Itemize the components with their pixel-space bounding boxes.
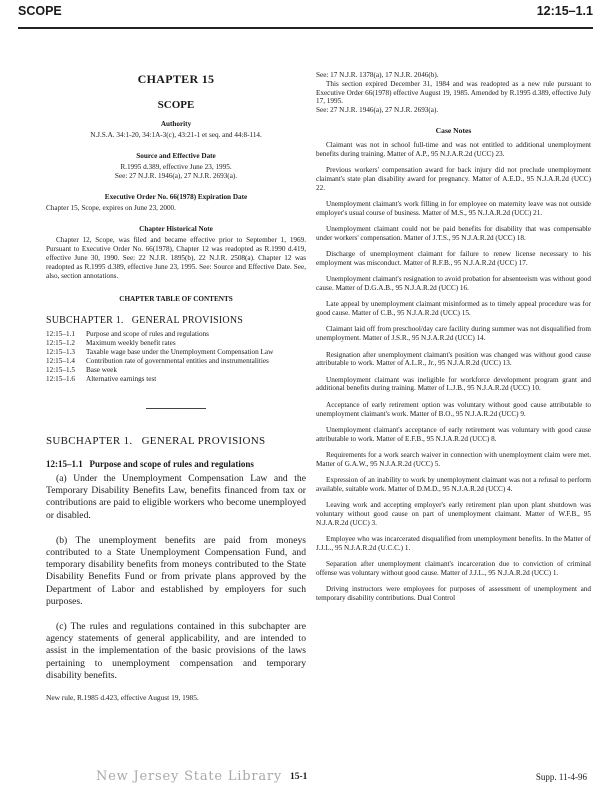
case-note: Unemployment claimant's work filling in for employee on maternity leave was not outside employer's usual course of business. Matter of M.S., 95 N.J.A.R.2d (UCC) 21. — [316, 199, 591, 217]
paragraph-a: (a) Under the Unemployment Compensation Law and the Temporary Disability Benefits Law, benefits financed from tax or contributions are paid to eligible workers who become unemployed or disabled. — [46, 473, 306, 521]
toc-item-number: 12:15–1.3 — [46, 348, 75, 356]
toc-subchapter: SUBCHAPTER 1. GENERAL PROVISIONS — [46, 315, 244, 326]
case-note: Unemployment claimant's resignation to avoid probation for absenteeism was without good cause. Matter of D.G.A.B., 95 N.J.A.R.2d (UCC) 16. — [316, 275, 591, 293]
source-line-2: See: 27 N.J.R. 1946(a), 27 N.J.R. 2693(a). — [114, 172, 238, 180]
toc-heading: CHAPTER TABLE OF CONTENTS — [119, 295, 233, 303]
see-reference-2: See: 27 N.J.R. 1946(a), 27 N.J.R. 2693(a). — [316, 106, 439, 115]
toc-item[interactable] — [46, 348, 306, 357]
header-rule — [18, 27, 593, 29]
case-note: Discharge of unemployment claimant for failure to renew license necessary to his employment was misconduct. Matter of R.F.B., 95 N.J.A.R.2d (UCC) 17. — [316, 250, 591, 267]
case-note: Leaving work and accepting employer's early retirement plan upon plant shutdown was voluntary without good cause on part of unemployment claimant. Matter of W.F.B., 95 N.J.A.R.2d (UCC) 3. — [316, 501, 591, 527]
toc-item[interactable] — [46, 375, 306, 384]
authority-text: N.J.S.A. 34:1-20, 34:1A-3(c), 43:21-1 et seq. and 44:8-114. — [90, 131, 262, 139]
case-note: Unemployment claimant was ineligible for workforce development program grant and additional benefits during training. Matter of L.J.B., 95 N.J.A.R.2d (UCC) 10. — [316, 375, 591, 393]
toc-item-title: Alternative earnings test — [86, 375, 157, 383]
case-note: Driving instructors were employees for purposes of assessment of unemployment and temporary disability contributions. Dual Control — [316, 585, 591, 602]
header-section-number: 12:15–1.1 — [536, 4, 593, 18]
library-watermark: New Jersey State Library — [96, 769, 283, 784]
table-of-contents — [46, 330, 306, 384]
case-note: Expression of an inability to work by unemployment claimant was not a refusal to perform available, suitable work. Matter of D.M.D., 95 N.J.A.R.2d (UCC) 4. — [316, 476, 591, 493]
toc-item[interactable] — [46, 357, 306, 366]
case-note: Late appeal by unemployment claimant misinformed as to timely appeal procedure was for good cause. Matter of C.B., 95 N.J.A.R.2d (UCC) 15. — [316, 300, 591, 318]
chapter-title: SCOPE — [157, 99, 195, 111]
source-line-1: R.1995 d.389, effective June 23, 1995. — [120, 163, 232, 171]
toc-item-title: Purpose and scope of rules and regulations — [86, 330, 209, 338]
case-note: Unemployment claimant could not be paid benefits for disability that was compensable under workers' compensation. Matter of J.T.S., 95 N.J.A.R.2d (UCC) 18. — [316, 225, 591, 242]
authority-heading: Authority — [160, 120, 192, 128]
header-title: SCOPE — [18, 4, 62, 18]
toc-item[interactable] — [46, 330, 306, 339]
page-footer — [0, 769, 611, 793]
running-header — [18, 4, 593, 23]
toc-item[interactable] — [46, 366, 306, 375]
chapter-number: CHAPTER 15 — [137, 72, 215, 86]
case-note: Claimant laid off from preschool/day care facility during summer was not disqualified from unemployment. Matter of J.S.R., 95 N.J.A.R.2d (UCC) 14. — [316, 325, 591, 343]
toc-item-number: 12:15–1.1 — [46, 330, 75, 338]
case-note: Employee who was incarcerated disqualified from unemployment benefits. In the Matter of J.J.L., 95 N.J.A.R.2d (U.C.C.) 1. — [316, 534, 591, 552]
toc-item-title: Taxable wage base under the Unemployment Compensation Law — [86, 348, 274, 356]
section-heading: 12:15–1.1 Purpose and scope of rules and regulations — [46, 459, 254, 469]
executive-order-text: Chapter 15, Scope, expires on June 23, 2000. — [46, 204, 176, 212]
case-note: Acceptance of early retirement option was voluntary without good cause attributable to unemployment claimant's work. Matter of B.O., 95 N.J.A.R.2d (UCC) 9. — [316, 400, 591, 418]
supplement-date: Supp. 11-4-96 — [535, 772, 587, 782]
historical-note-heading: Chapter Historical Note — [139, 225, 213, 233]
executive-order-heading: Executive Order No. 66(1978) Expiration Date — [104, 193, 248, 201]
toc-item-number: 12:15–1.6 — [46, 375, 75, 383]
toc-item[interactable] — [46, 339, 306, 348]
see-reference-1: See: 17 N.J.R. 1378(a), 17 N.J.R. 2046(b). — [316, 71, 439, 79]
case-note: Requirements for a work search waiver in connection with unemployment claim were met. Matter of G.A.W., 95 N.J.A.R.2d (UCC) 5. — [316, 450, 591, 468]
case-note: Unemployment claimant's acceptance of early retirement was voluntary with good cause attributable to work. Matter of E.F.B., 95 N.J.A.R.2d (UCC) 8. — [316, 425, 591, 443]
left-column — [46, 72, 306, 702]
right-column — [316, 71, 591, 603]
toc-item-title: Base week — [86, 366, 117, 374]
toc-item-title: Contribution rate of governmental entities and instrumentalities — [86, 357, 269, 365]
toc-item-number: 12:15–1.5 — [46, 366, 75, 374]
toc-item-title: Maximum weekly benefit rates — [86, 339, 176, 347]
toc-item-number: 12:15–1.4 — [46, 357, 75, 365]
subchapter-title: SUBCHAPTER 1. GENERAL PROVISIONS — [46, 435, 266, 447]
readoption-note: This section expired December 31, 1984 and was readopted as a new rule pursuant to Executive Order 66(1978) effective August 19, 1985. Amended by R.1995 d.389, effective July 17, 1995. — [316, 79, 591, 106]
source-note: New rule, R.1985 d.423, effective August 19, 1985. — [46, 693, 199, 703]
case-note: Resignation after unemployment claimant's position was changed was without good cause attributable to work. Matter of A.L.R., Jr., 95 N.J.A.R.2d (UCC) 13. — [316, 350, 591, 368]
case-notes-heading: Case Notes — [435, 125, 472, 135]
source-heading: Source and Effective Date — [136, 152, 216, 160]
section-divider — [146, 408, 206, 409]
page-number: 15-1 — [290, 772, 308, 782]
toc-item-number: 12:15–1.2 — [46, 339, 75, 347]
case-note: Separation after unemployment claimant's incarceration due to conviction of criminal offense was voluntary without good cause. Matter of J.J.L., 95 N.J.A.R.2d (UCC) 1. — [316, 560, 591, 577]
historical-note-text: Chapter 12, Scope, was filed and became effective prior to September 1, 1969. Pursuant to Executive Order No. 66(1978), Chapter 12 was readopted as R.1990 d.419, effective June 30, 1990. See: 22 N.J.R. 1895(b), 22 N.J.R. 2508(a). Chapter 12 was readopted as R.1995 d.389, effective June 23, 1995. See: Source and Effective Date. See, also, section annotations. — [46, 236, 306, 280]
paragraph-b: (b) The unemployment benefits are paid from moneys contributed to a State Unemployment Compensation Fund, and temporary disability benefits from moneys contributed to the State Disability Benefits Fund or from private plans approved by the Department of Labor and established by employers for such purposes. — [46, 534, 306, 607]
case-note: Claimant was not in school full-time and was not entitled to additional unemployment benefits during training. Matter of A.P., 95 N.J.A.R.2d (UCC) 23. — [316, 140, 591, 158]
paragraph-c: (c) The rules and regulations contained in this subchapter are agency statements of general applicability, and are intended to assist in the implementation of the basic provisions of the laws pertaining to unemployment compensation and temporary disability benefits. — [46, 621, 306, 681]
case-note: Previous workers' compensation award for back injury did not preclude unemployment claimant's state plan disability award for pregnancy. Matter of A.E.D., 95 N.J.A.R.2d (UCC) 22. — [316, 166, 591, 192]
